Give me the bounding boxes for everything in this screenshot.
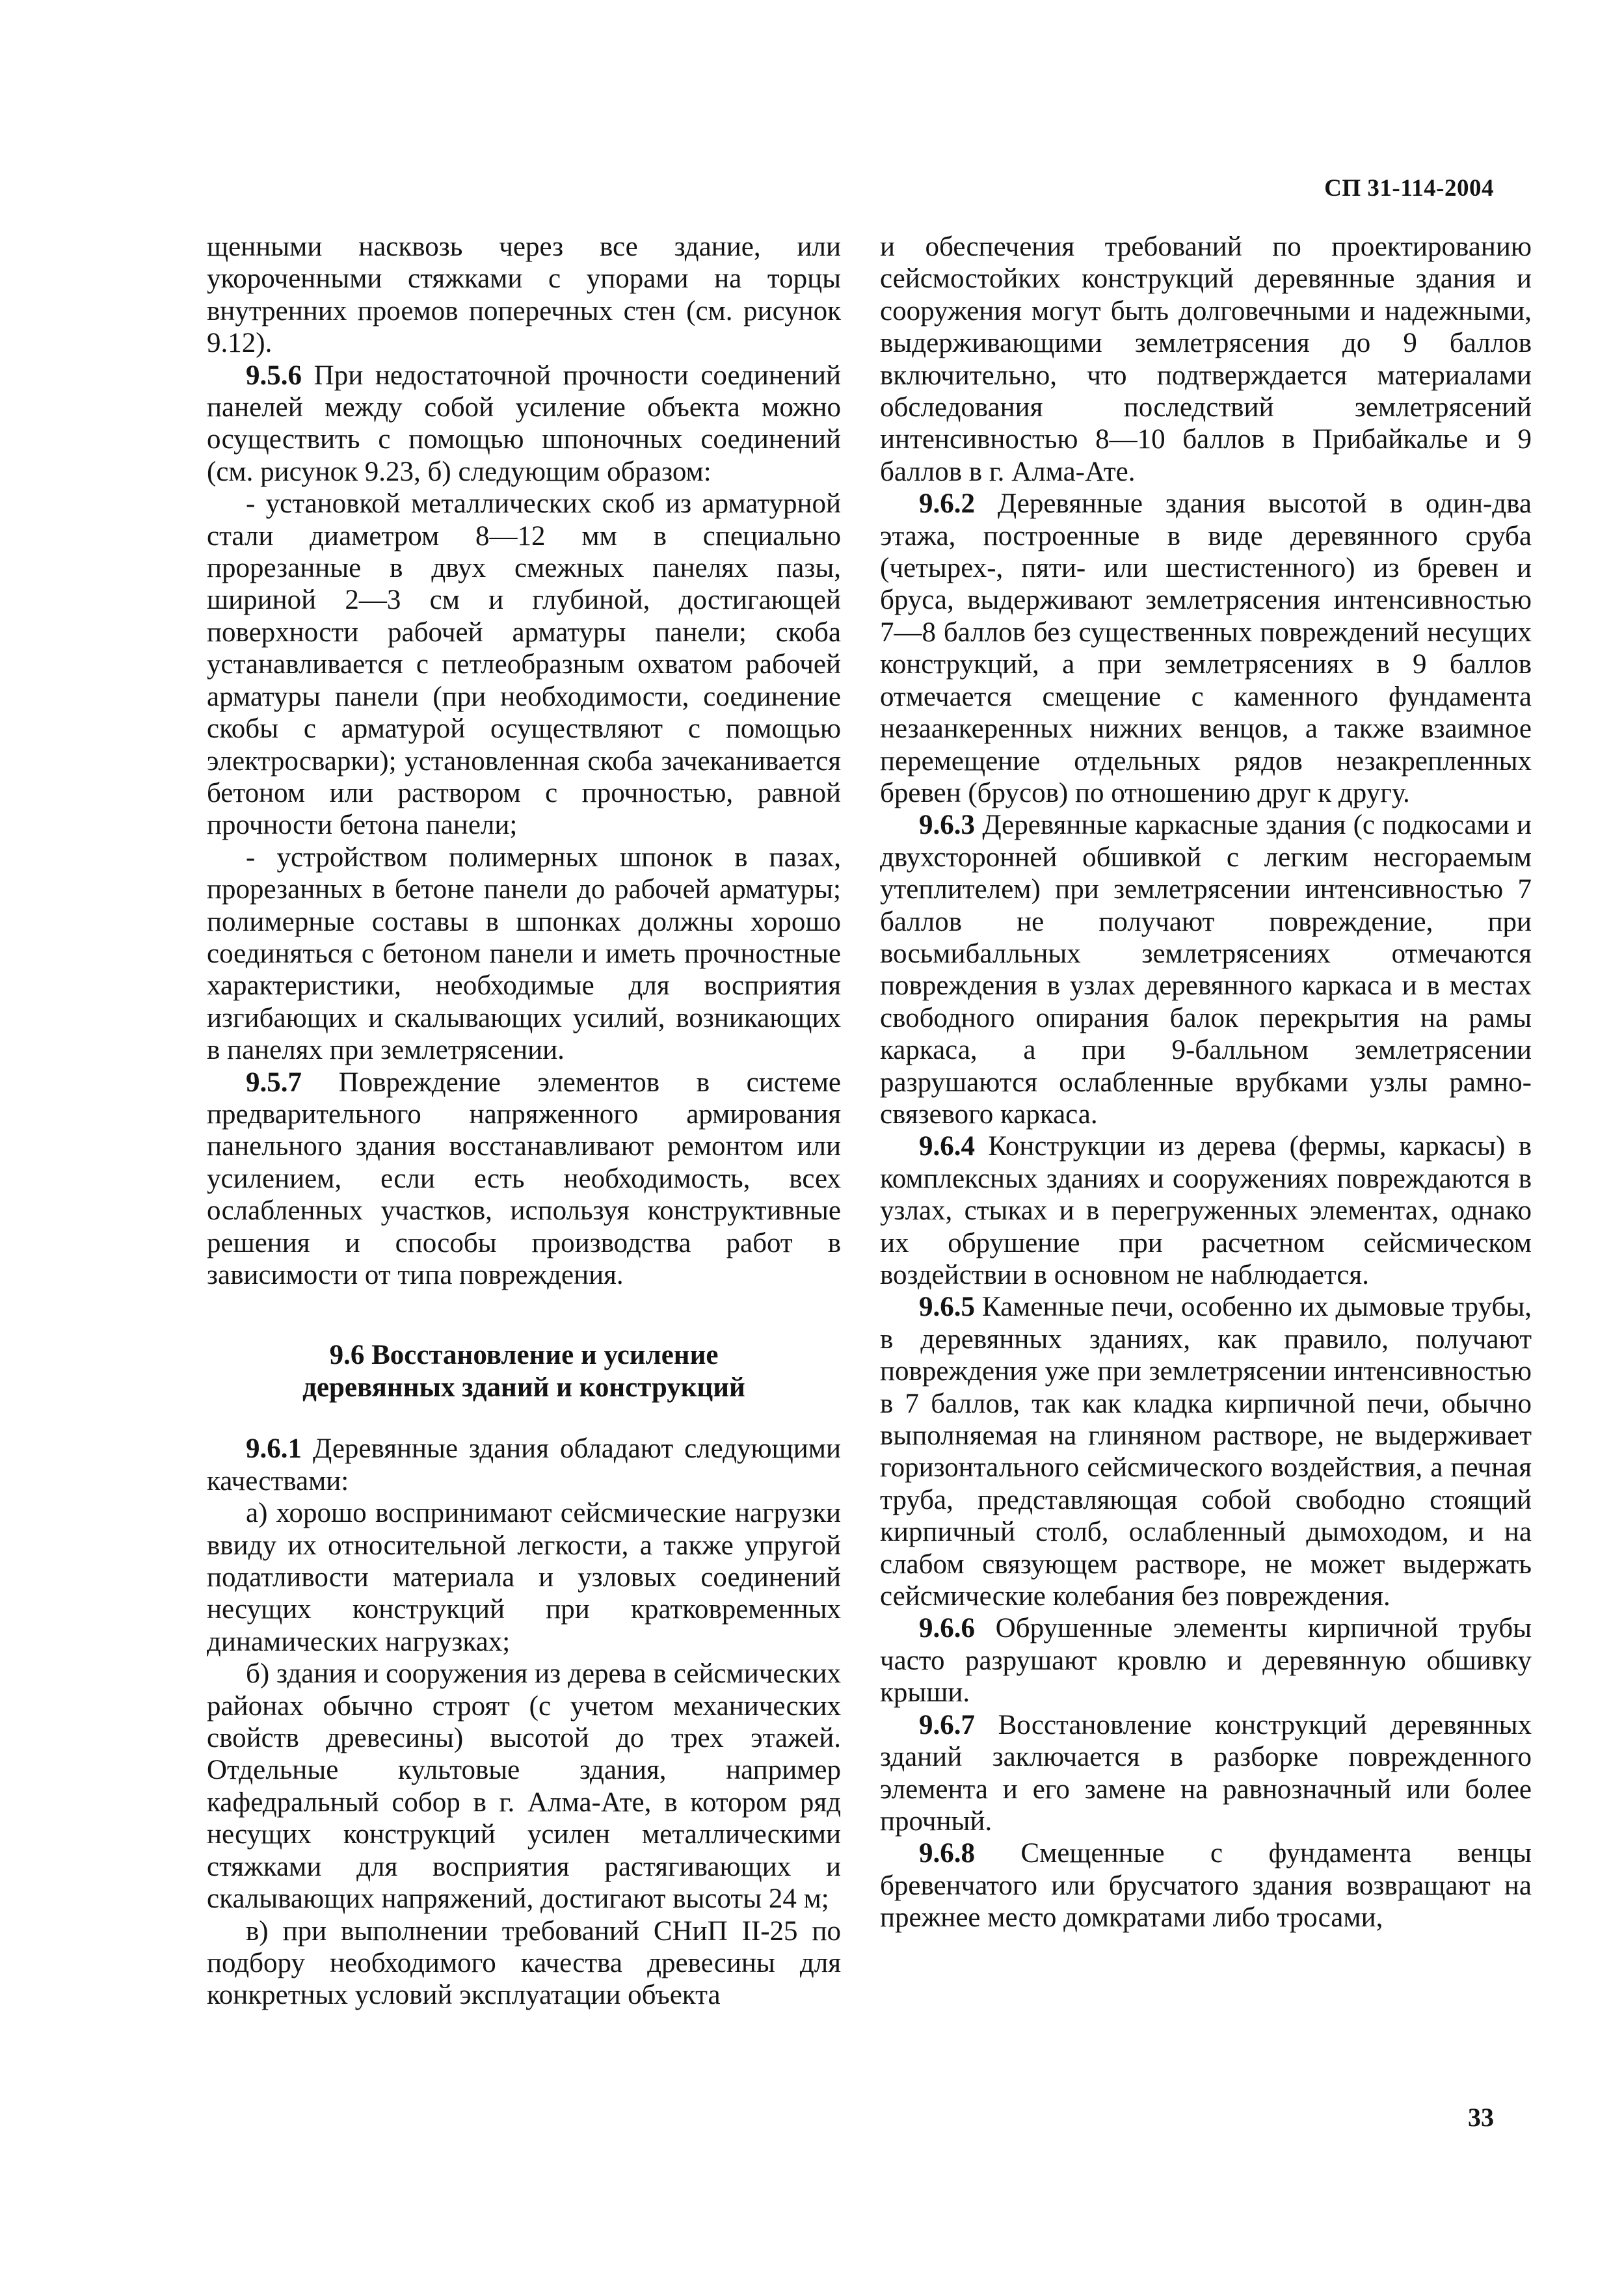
list-item-text: - установкой металлических скоб из арматурной стали диаметром 8—12 мм в специально прорезанные в двух смежных панелях пазы, шириной 2—3 см и глубиной, достигающей поверхности рабочей арматуры панели; скоба устанавливается с петлеобразным охватом рабочей арматуры панели (при необходимости, соединение скобы с арматурой осуществляют с помощью электросварки); установленная скоба зачеканивается бетоном или раствором с прочностью, равной прочности бетона панели; xyxy=(207,488,841,841)
list-item-staples xyxy=(207,488,841,841)
clause-text: Смещенные с фундамента венцы бревенчатого или брусчатого здания возвращают на прежнее место домкратами либо тросами, xyxy=(880,1838,1532,1934)
clause-9-6-3 xyxy=(880,809,1532,1130)
clause-number: 9.6.4 xyxy=(919,1131,975,1162)
section-heading-line-2: деревянных зданий и конструкций xyxy=(302,1372,745,1403)
list-item-b xyxy=(207,1658,841,1915)
list-item-text: - устройством полимерных шпонок в пазах, прорезанных в бетоне панели до рабочей арматуры; полимерные составы в шпонках должны хорошо соединяться с бетоном панели и иметь прочностные характеристики, необходимые для восприятия изгибающих и скалывающих усилий, возникающих в панелях при землетрясении. xyxy=(207,842,841,1066)
list-item-v xyxy=(207,1915,841,2012)
list-item-text: в) при выполнении требований СНиП II-25 по подбору необходимого качества древесины для конкретных условий эксплуатации объекта xyxy=(207,1915,841,2011)
section-heading-line-1: 9.6 Восстановление и усиление xyxy=(329,1340,719,1371)
clause-number: 9.6.8 xyxy=(919,1838,975,1869)
left-text-column xyxy=(207,231,841,2012)
paragraph-text: и обеспечения требований по проектированию сейсмостойких конструкций деревянные здания и сооружения могут быть долговечными и надежными, выдерживающими землетрясения до 9 баллов включительно, что подтверждается материалами обследования последствий землетрясений интенсивностью 8—10 баллов в Прибайкалье и 9 баллов в г. Алма-Ате. xyxy=(880,232,1532,487)
paragraph-continuation xyxy=(880,231,1532,488)
clause-number: 9.6.6 xyxy=(919,1613,975,1644)
clause-9-6-1 xyxy=(207,1433,841,1497)
clause-9-6-5 xyxy=(880,1291,1532,1612)
clause-text: Каменные печи, особенно их дымовые трубы, в деревянных зданиях, как правило, получают повреждения уже при землетрясении интенсивностью в 7 баллов, так как кладка кирпичной печи, обычно выполняемая на глиняном растворе, не выдерживает горизонтального сейсмического воздействия, а печная труба, представляющая собой свободно стоящий кирпичный столб, ослабленный дымоходом, и на слабом связующем растворе, не может выдержать сейсмические колебания без повреждения. xyxy=(880,1292,1532,1612)
document-code-header: СП 31-114-2004 xyxy=(1324,175,1494,202)
clause-text: Повреждение элементов в системе предварительного напряженного армирования панельного здания восстанавливают ремонтом или усилением, если есть необходимость, всех ослабленных участков, используя конструктивные решения и способы производства работ в зависимости от типа повреждения. xyxy=(207,1067,841,1290)
clause-text: Деревянные каркасные здания (с подкосами и двухсторонней обшивкой с легким несгораемым утеплителем) при землетрясении интенсивностью 7 баллов не получают повреждение, при восьмибалльных землетрясениях отмечаются повреждения в узлах деревянного каркаса и в местах свободного опирания балок перекрытия на рамы каркаса, а при 9-балльном землетрясении разрушаются ослабленные врубками узлы рамно-связевого каркаса. xyxy=(880,810,1532,1130)
list-item-text: а) хорошо воспринимают сейсмические нагрузки ввиду их относительной легкости, а также упругой податливости материала и узловых соединений несущих конструкций при кратковременных динамических нагрузках; xyxy=(207,1498,841,1657)
clause-text: Восстановление конструкций деревянных зданий заключается в разборке поврежденного элемента и его замене на равнозначный или более прочный. xyxy=(880,1709,1532,1837)
right-text-column xyxy=(880,231,1532,1934)
clause-text: Деревянные здания высотой в один-два этажа, построенные в виде деревянного сруба (четырех-, пяти- или шестистенного) из бревен и бруса, выдерживают землетрясения интенсивностью 7—8 баллов без существенных повреждений несущих конструкций, а при землетрясениях в 9 баллов отмечается смещение с каменного фундамента незаанкеренных нижних венцов, а также взаимное перемещение отдельных рядов незакрепленных бревен (брусов) по отношению друг к другу. xyxy=(880,488,1532,808)
paragraph-text: щенными насквозь через все здание, или укороченными стяжками с упорами на торцы внутренних проемов поперечных стен (см. рисунок 9.12). xyxy=(207,232,841,359)
list-item-text: б) здания и сооружения из дерева в сейсмических районах обычно строят (с учетом механических свойств древесины) высотой до трех этажей. Отдельные культовые здания, например кафедральный собор в г. Алма-Ате, в котором ряд несущих конструкций усилен металлическими стяжками для восприятия растягивающих и скалывающих напряжений, достигают высоты 24 м; xyxy=(207,1658,841,1915)
clause-9-6-2 xyxy=(880,488,1532,809)
paragraph-continuation xyxy=(207,231,841,360)
list-item-polymer-keys xyxy=(207,842,841,1067)
clause-9-5-6 xyxy=(207,360,841,488)
list-item-a xyxy=(207,1497,841,1658)
clause-text: При недостаточной прочности соединений панелей между собой усиление объекта можно осуществить с помощью шпоночных соединений (см. рисунок 9.23, б) следующим образом: xyxy=(207,360,841,487)
clause-9-6-8 xyxy=(880,1837,1532,1934)
clause-number: 9.6.1 xyxy=(246,1433,302,1465)
clause-text: Деревянные здания обладают следующими качествами: xyxy=(207,1433,841,1497)
clause-9-5-7 xyxy=(207,1067,841,1292)
clause-number: 9.6.7 xyxy=(919,1709,975,1740)
clause-number: 9.6.5 xyxy=(919,1292,975,1323)
clause-number: 9.6.2 xyxy=(919,488,975,520)
clause-number: 9.6.3 xyxy=(919,810,975,841)
clause-text: Обрушенные элементы кирпичной трубы часто разрушают кровлю и деревянную обшивку крыши. xyxy=(880,1613,1532,1709)
clause-text: Конструкции из дерева (фермы, каркасы) в комплексных зданиях и сооружениях повреждаются в узлах, стыках и в перегруженных элементах, однако их обрушение при расчетном сейсмическом воздействии в основном не наблюдается. xyxy=(880,1131,1532,1290)
page-number: 33 xyxy=(1468,2103,1494,2132)
section-heading-9-6 xyxy=(207,1339,841,1404)
clause-number: 9.5.7 xyxy=(246,1067,302,1098)
clause-number: 9.5.6 xyxy=(246,360,302,391)
clause-9-6-4 xyxy=(880,1130,1532,1291)
clause-9-6-6 xyxy=(880,1612,1532,1709)
clause-9-6-7 xyxy=(880,1709,1532,1838)
